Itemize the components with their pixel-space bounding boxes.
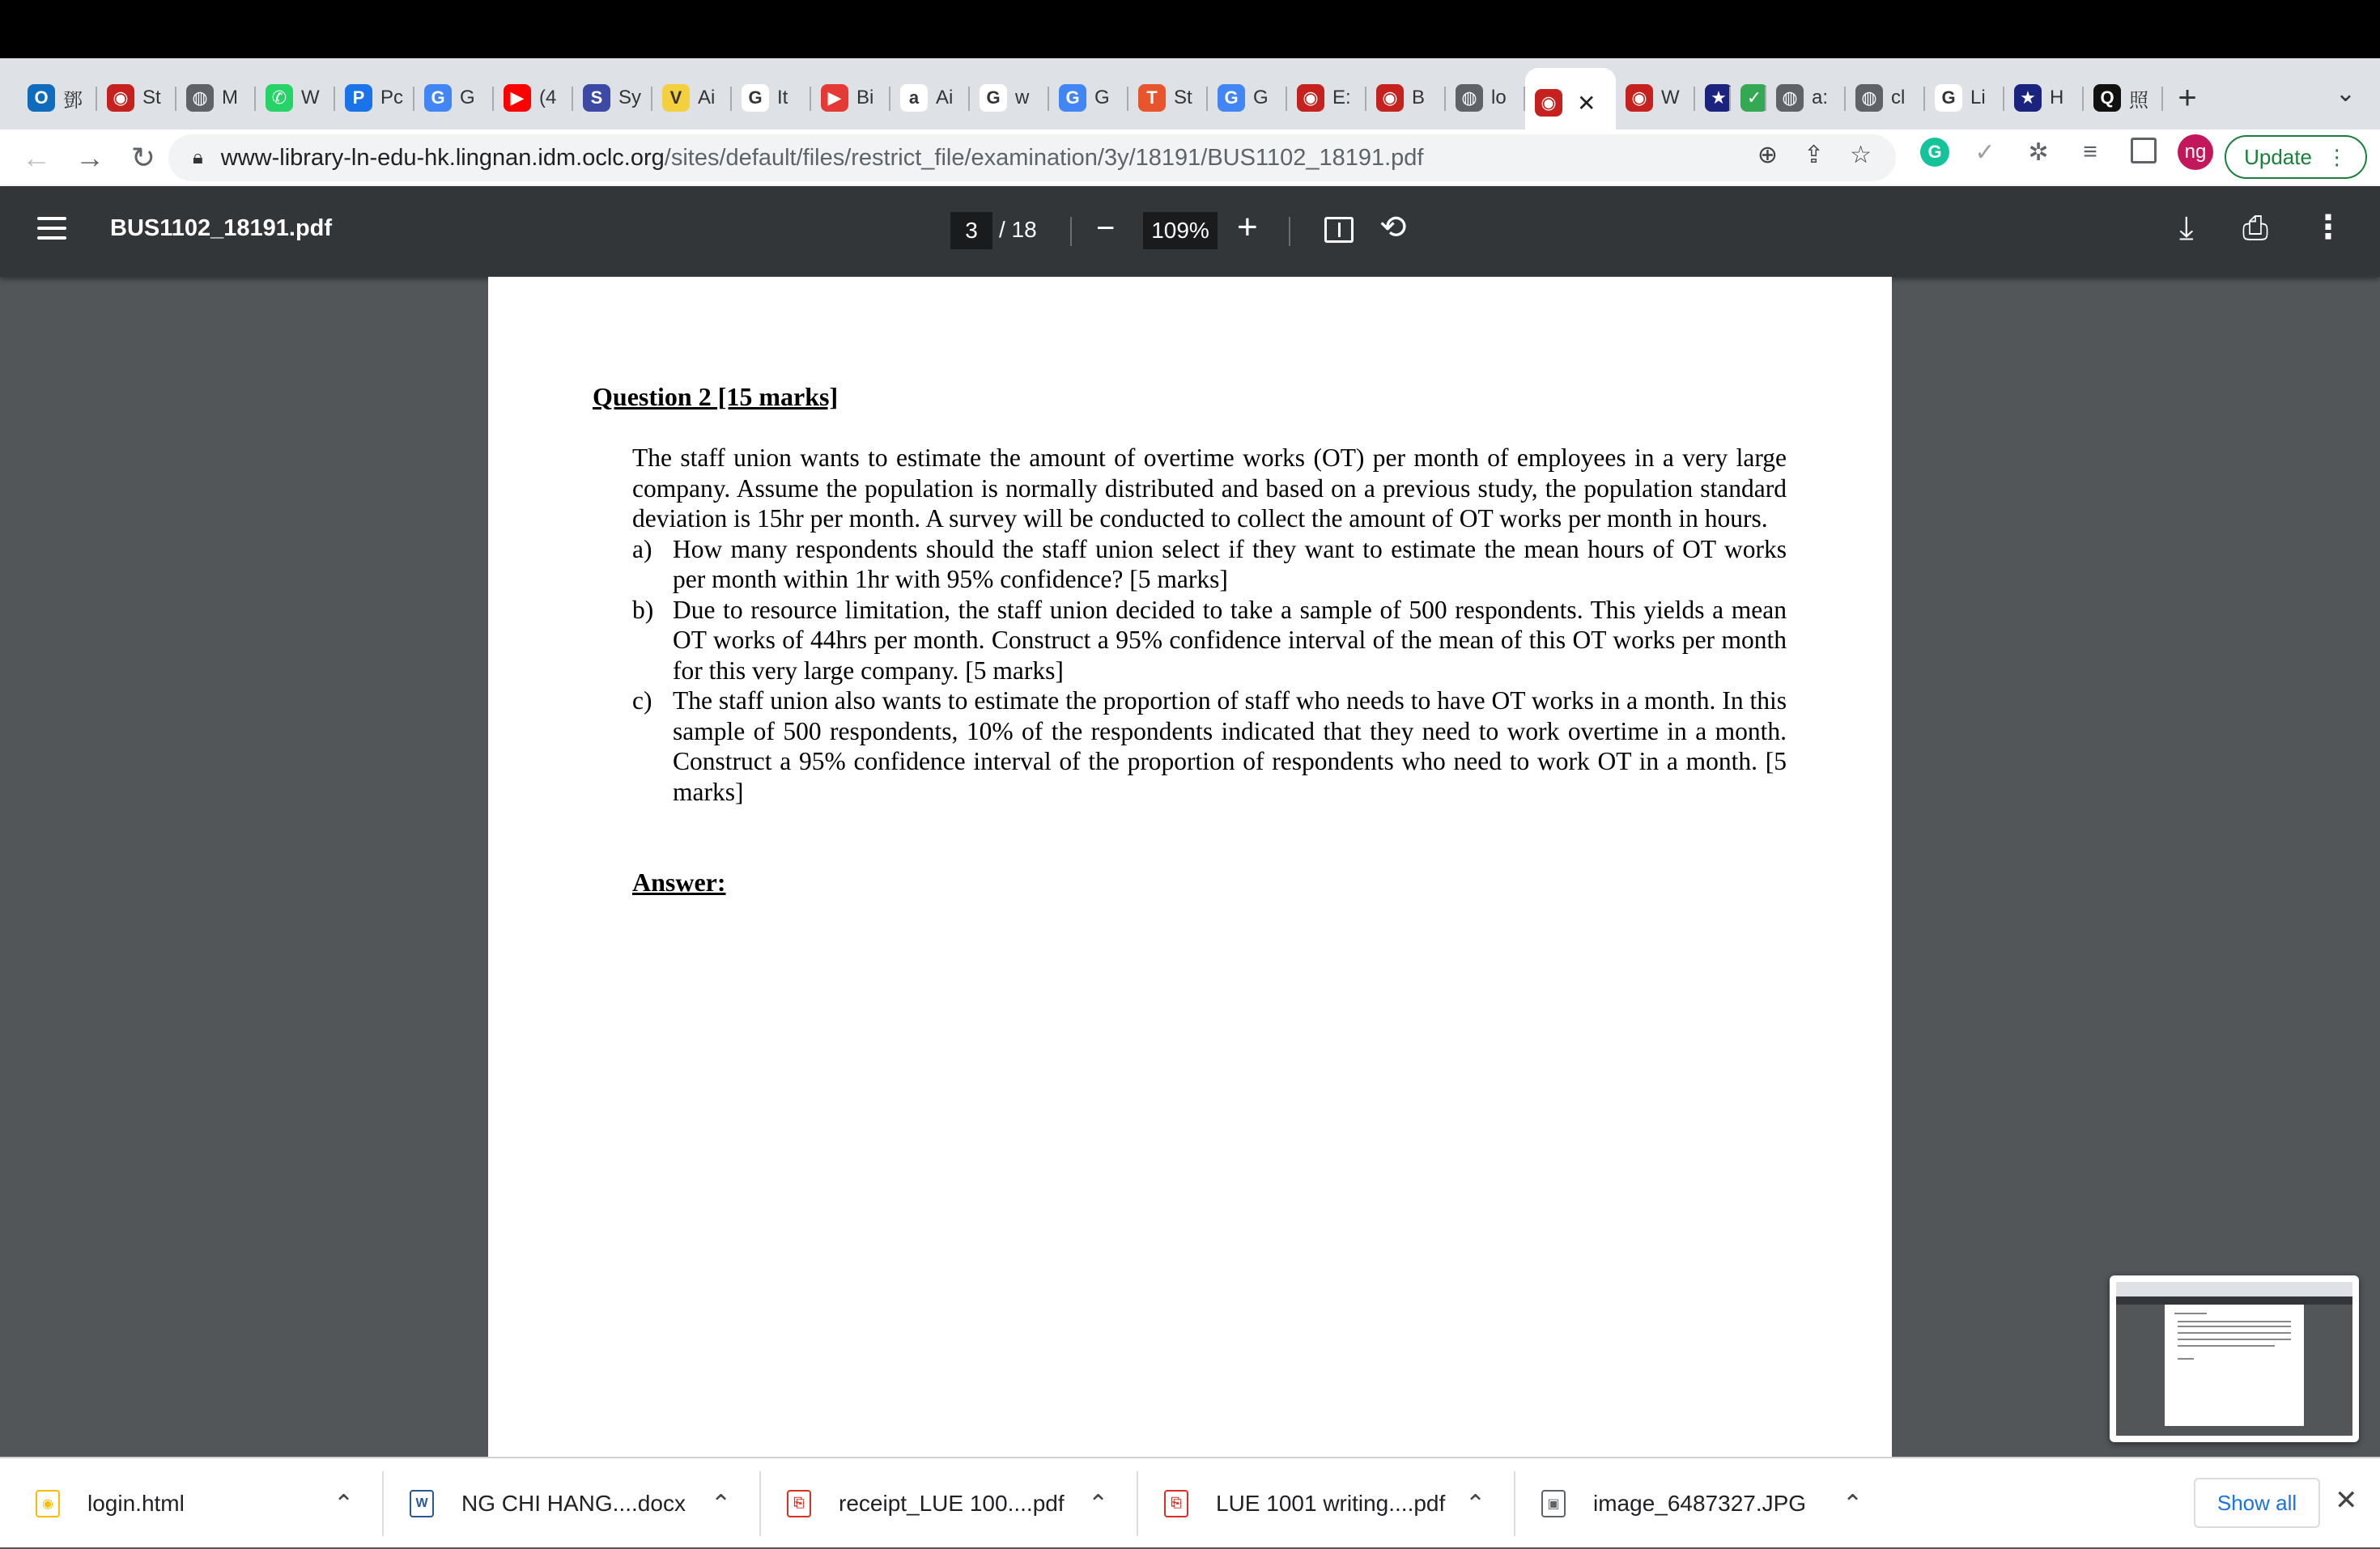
divider bbox=[1070, 217, 1072, 246]
tab-title: Bi bbox=[856, 87, 874, 108]
browser-tab[interactable] bbox=[335, 67, 414, 129]
tab-title: 照 bbox=[2129, 89, 2148, 112]
download-filename: NG CHI HANG....docx bbox=[461, 1491, 686, 1516]
tab-title: Li bbox=[1970, 87, 1986, 108]
browser-tab[interactable] bbox=[1846, 67, 1925, 129]
download-item[interactable] bbox=[410, 1458, 686, 1549]
more-actions-icon[interactable]: ⋮ bbox=[2312, 210, 2344, 245]
profile-avatar[interactable]: ng bbox=[2178, 134, 2213, 170]
search-square-icon: Q bbox=[2093, 84, 2121, 112]
tab-title: H bbox=[2050, 87, 2064, 108]
image-file-icon: ▣ bbox=[1541, 1490, 1566, 1517]
reload-icon[interactable]: ↻ bbox=[130, 141, 156, 174]
browser-tab[interactable] bbox=[890, 67, 970, 129]
tab-title: St bbox=[142, 87, 161, 108]
pdf-file-icon: ⎘ bbox=[1164, 1490, 1188, 1517]
tab-strip bbox=[0, 58, 2380, 138]
browser-tab[interactable] bbox=[97, 67, 176, 129]
pdf-page bbox=[488, 277, 1892, 1458]
red-circle-icon: ◉ bbox=[1535, 89, 1562, 117]
download-options-chevron-icon[interactable]: ⌃ bbox=[1465, 1490, 1486, 1517]
update-label: Update bbox=[2244, 144, 2312, 169]
browser-tab[interactable] bbox=[256, 67, 335, 129]
close-downloads-icon[interactable]: ✕ bbox=[2335, 1485, 2358, 1516]
red-circle-icon: ◉ bbox=[1376, 84, 1404, 112]
rotate-icon[interactable]: ⟲ bbox=[1379, 210, 1407, 245]
download-options-chevron-icon[interactable]: ⌃ bbox=[1088, 1490, 1109, 1517]
translate-icon: G bbox=[424, 84, 452, 112]
zoom-level-input[interactable]: 109% bbox=[1143, 212, 1218, 249]
thumbnail-line bbox=[2178, 1339, 2291, 1340]
hamburger-menu-icon[interactable] bbox=[37, 217, 66, 240]
download-divider bbox=[1514, 1471, 1515, 1536]
tab-title: a: bbox=[1812, 87, 1829, 108]
extensions-puzzle-icon[interactable]: ✲ bbox=[2028, 138, 2049, 166]
google-icon: G bbox=[742, 84, 769, 112]
thumbnail-line bbox=[2178, 1345, 2275, 1347]
globe-icon: ◍ bbox=[1855, 84, 1883, 112]
tab-title: It bbox=[777, 87, 788, 108]
download-filename: image_6487327.JPG bbox=[1593, 1491, 1807, 1516]
question-item-a bbox=[632, 534, 1787, 595]
globe-icon: ◍ bbox=[1776, 84, 1804, 112]
url-host: www-library-ln-edu-hk.lingnan.idm.oclc.org bbox=[220, 144, 665, 171]
browser-tab[interactable] bbox=[1766, 67, 1846, 129]
browser-tab[interactable] bbox=[573, 67, 652, 129]
download-options-chevron-icon[interactable]: ⌃ bbox=[334, 1490, 355, 1517]
s-icon: S bbox=[583, 84, 610, 112]
lock-icon[interactable]: 🔒︎ bbox=[193, 146, 203, 168]
tab-title: Ai bbox=[698, 87, 716, 108]
item-text: How many respondents should the staff union select if they want to estimate the mean hours of OT works per month within 1hr with 95% confidence? [5 marks] bbox=[673, 534, 1787, 593]
google-icon: G bbox=[980, 84, 1007, 112]
bookmark-star-icon[interactable]: ☆ bbox=[1850, 142, 1872, 168]
item-text: The staff union also wants to estimate the proportion of staff who needs to have OT works in a month. In this sample of 500 respondents, 10% of the respondents indicated that they need to work overtime in a month. Construct a 95% confidence interval of the proportion of respondents who need to work OT in a month. [5 marks] bbox=[673, 686, 1787, 806]
question-item-b bbox=[632, 595, 1787, 686]
update-button[interactable] bbox=[2225, 135, 2367, 179]
browser-tab[interactable] bbox=[1366, 67, 1446, 129]
thumbnail-image bbox=[2116, 1282, 2352, 1436]
download-filename: LUE 1001 writing....pdf bbox=[1216, 1491, 1446, 1516]
browser-tab[interactable] bbox=[1049, 67, 1128, 129]
tab-title: B bbox=[1412, 87, 1426, 108]
new-tab-plus-icon[interactable]: + bbox=[2178, 79, 2197, 116]
browser-tab[interactable] bbox=[970, 67, 1049, 129]
play-icon: ▶ bbox=[821, 84, 848, 112]
browser-tab[interactable] bbox=[414, 67, 494, 129]
share-icon[interactable]: ⇪ bbox=[1803, 142, 1825, 168]
thumbnail-line bbox=[2174, 1313, 2207, 1314]
close-tab-icon[interactable]: ✕ bbox=[1577, 90, 1596, 116]
browser-tab[interactable] bbox=[1731, 67, 1766, 129]
tab-search-chevron-icon[interactable]: ⌄ bbox=[2335, 80, 2356, 107]
question-intro: The staff union wants to estimate the amount of overtime works (OT) per month of employees in a very large company. Assume the population is normally distributed and based on a previous study, the population standard deviation is 15hr per month. A survey will be conducted to collect the amount of OT works per month in hours. bbox=[632, 443, 1787, 533]
pinterest-icon: P bbox=[345, 84, 372, 112]
screenshot-thumbnail-preview[interactable] bbox=[2110, 1275, 2359, 1442]
tab-title: W bbox=[1661, 87, 1680, 108]
tab-title: Sy bbox=[618, 87, 642, 108]
more-vert-icon: ⋮ bbox=[2326, 144, 2348, 169]
red-circle-icon: ◉ bbox=[107, 84, 134, 112]
tab-title: St bbox=[1174, 87, 1192, 108]
question-body bbox=[632, 443, 1787, 807]
download-item[interactable] bbox=[1164, 1458, 1445, 1549]
answer-label: Answer: bbox=[632, 868, 726, 897]
browser-tab[interactable] bbox=[1208, 67, 1287, 129]
tab-title: W bbox=[301, 87, 320, 108]
tab-title: G bbox=[1253, 87, 1269, 108]
tab-title: 鄧 bbox=[63, 89, 83, 112]
youtube-icon: ▶ bbox=[504, 84, 531, 112]
page-total: / 18 bbox=[999, 217, 1037, 242]
browser-tab[interactable] bbox=[1287, 67, 1366, 129]
tab-title: w bbox=[1015, 87, 1030, 108]
page-number-input[interactable]: 3 bbox=[950, 212, 992, 249]
zoom-out-icon[interactable]: − bbox=[1096, 210, 1116, 246]
red-circle-icon: ◉ bbox=[1297, 84, 1324, 112]
thumbnail-line bbox=[2178, 1321, 2291, 1322]
star-badge-icon: ★ bbox=[1705, 84, 1731, 112]
forward-arrow-icon[interactable]: → bbox=[75, 141, 104, 174]
translate-icon: G bbox=[1218, 84, 1245, 112]
browser-tab[interactable] bbox=[176, 67, 256, 129]
google-icon: G bbox=[1935, 84, 1962, 112]
browser-tab[interactable] bbox=[18, 67, 97, 129]
browser-tab[interactable] bbox=[732, 67, 811, 129]
v-icon: V bbox=[662, 84, 690, 112]
globe-icon: ◍ bbox=[186, 84, 214, 112]
pdf-toolbar bbox=[0, 186, 2380, 277]
pdf-file-icon: ⎘ bbox=[787, 1490, 811, 1517]
thumbnail-line bbox=[2178, 1332, 2291, 1334]
globe-icon: ◍ bbox=[1456, 84, 1483, 112]
thumbnail-line bbox=[2178, 1358, 2194, 1360]
window-title-bar bbox=[0, 0, 2380, 58]
print-icon[interactable]: ⎙ bbox=[2242, 210, 2268, 246]
star-badge-icon: ★ bbox=[2014, 84, 2042, 112]
question-title: Question 2 [15 marks] bbox=[593, 382, 839, 411]
browser-tab[interactable] bbox=[1925, 67, 2004, 129]
downloads-bar bbox=[0, 1457, 2380, 1547]
download-filename: receipt_LUE 100....pdf bbox=[839, 1491, 1065, 1516]
tab-title: G bbox=[1094, 87, 1110, 108]
tab-title: G bbox=[460, 87, 475, 108]
download-icon[interactable]: ⤓ bbox=[2179, 210, 2194, 246]
download-divider bbox=[1137, 1471, 1138, 1536]
tab-title: Ai bbox=[936, 87, 954, 108]
download-item[interactable] bbox=[787, 1458, 1065, 1549]
browser-tab[interactable] bbox=[1616, 67, 1695, 129]
item-label: a) bbox=[632, 534, 652, 563]
download-item[interactable] bbox=[1541, 1458, 1806, 1549]
item-label: c) bbox=[632, 686, 652, 715]
url-omnibox[interactable] bbox=[168, 134, 1896, 181]
browser-tab[interactable] bbox=[652, 67, 732, 129]
download-divider bbox=[759, 1471, 761, 1536]
download-options-chevron-icon[interactable]: ⌃ bbox=[711, 1490, 732, 1517]
t-icon: T bbox=[1138, 84, 1166, 112]
back-arrow-icon[interactable]: ← bbox=[22, 141, 51, 174]
thumbnail-tabbar bbox=[2116, 1282, 2352, 1296]
tab-title: lo bbox=[1491, 87, 1507, 108]
tab-title: (4 bbox=[539, 87, 557, 108]
tab-title: M bbox=[222, 87, 238, 108]
check-icon: ✓ bbox=[1740, 84, 1766, 112]
show-all-button[interactable]: Show all bbox=[2194, 1478, 2320, 1528]
browser-tab[interactable] bbox=[2004, 67, 2084, 129]
browser-tab[interactable] bbox=[1446, 67, 1525, 129]
zoom-magnifier-icon[interactable]: ⊕ bbox=[1757, 142, 1778, 168]
red-circle-icon: ◉ bbox=[1626, 84, 1653, 112]
download-filename: login.html bbox=[87, 1491, 185, 1516]
amazon-icon: a bbox=[900, 84, 928, 112]
chrome-file-icon: ◉ bbox=[36, 1490, 60, 1517]
download-item[interactable] bbox=[36, 1458, 185, 1549]
browser-tab[interactable] bbox=[494, 67, 573, 129]
tab-title: E: bbox=[1332, 87, 1351, 108]
item-text: Due to resource limitation, the staff union decided to take a sample of 500 respondents. This yields a mean OT works of 44hrs per month. Construct a 95% confidence interval of the mean of this OT works per month for this very large company. [5 marks] bbox=[673, 595, 1787, 685]
fit-to-page-icon[interactable] bbox=[1324, 217, 1354, 243]
thumbnail-page bbox=[2165, 1305, 2304, 1426]
word-doc-icon: W bbox=[410, 1490, 434, 1517]
download-divider bbox=[382, 1471, 384, 1536]
grammarly-icon[interactable]: G bbox=[1920, 138, 1949, 167]
browser-tab[interactable] bbox=[1525, 68, 1616, 138]
browser-tab[interactable] bbox=[1695, 67, 1731, 129]
pdf-filename: BUS1102_18191.pdf bbox=[110, 215, 333, 241]
tab-divider bbox=[2161, 87, 2163, 111]
translate-icon: G bbox=[1059, 84, 1086, 112]
divider bbox=[1289, 217, 1290, 246]
whatsapp-icon: ✆ bbox=[266, 84, 293, 112]
question-item-c bbox=[632, 685, 1787, 807]
checkmark-extension-icon[interactable]: ✓ bbox=[1974, 138, 1995, 166]
browser-tab[interactable] bbox=[2084, 67, 2163, 129]
address-bar-row bbox=[0, 129, 2380, 186]
item-label: b) bbox=[632, 595, 654, 624]
thumbnail-line bbox=[2178, 1326, 2291, 1327]
browser-tab[interactable] bbox=[1128, 67, 1208, 129]
download-options-chevron-icon[interactable]: ⌃ bbox=[1842, 1490, 1864, 1517]
media-controls-icon[interactable]: ≡ bbox=[2083, 138, 2097, 165]
side-panel-icon[interactable] bbox=[2131, 138, 2157, 163]
browser-tab[interactable] bbox=[811, 67, 890, 129]
tab-title: Pc bbox=[380, 87, 404, 108]
tab-title: cl bbox=[1891, 87, 1906, 108]
url-path: /sites/default/files/restrict_file/examination/3y/18191/BUS1102_18191.pdf bbox=[664, 144, 1424, 171]
outlook-icon: O bbox=[28, 84, 55, 112]
zoom-in-icon[interactable]: + bbox=[1237, 207, 1258, 247]
thumbnail-toolbar bbox=[2116, 1296, 2352, 1305]
